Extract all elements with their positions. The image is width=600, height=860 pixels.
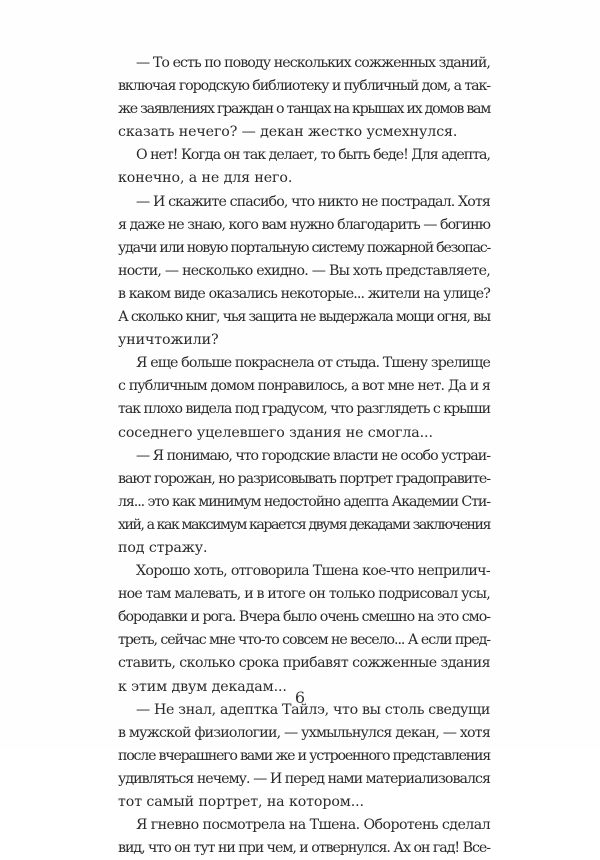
text-line: удивляться нечему. — И перед нами материализовался <box>118 770 490 787</box>
text-line: — То есть по поводу нескольких сожженных зданий, <box>136 55 490 71</box>
text-line: — Я понимаю, что городские власти не особо устраи- <box>136 447 490 464</box>
text-line: ставить, сколько срока прибавят сожженные здания <box>118 655 490 672</box>
text-line: ности, — несколько ехидно. — Вы хоть представляете, <box>118 262 490 279</box>
text-line: сказать нечего? — декан жестко усмехнулся. <box>118 124 458 141</box>
page-number: 6 <box>294 688 306 707</box>
text-line: хий, а как максимум карается двумя декадами заключения <box>118 516 490 533</box>
text-line: уничтожили? <box>118 332 219 349</box>
text-line: — И скажите спасибо, что никто не пострадал. Хотя <box>136 193 490 210</box>
text-line: ное там малевать, и в итоге он только подрисовал усы, <box>118 586 490 603</box>
text-line: в каком виде оказались некоторые... жители на улице? <box>118 285 490 302</box>
text-line: после вчерашнего вами же и устроенного представления <box>118 747 490 764</box>
text-line: вают горожан, но разрисовывать портрет градоправите- <box>118 470 490 487</box>
text-line: в мужской физиологии, — ухмыльнулся декан, — хотя <box>118 724 490 741</box>
text-line: Я гневно посмотрела на Тшена. Оборотень сделал <box>136 817 490 834</box>
text-line: — Не знал, адептка Тайлэ, что вы столь сведущи <box>136 701 490 718</box>
text-line: с публичным домом понравилось, а вот мне нет. Да и я <box>118 378 490 395</box>
text-line: конечно, а не для него. <box>118 170 293 187</box>
text-line: О нет! Когда он так делает, то быть беде! Для адепта, <box>136 147 490 164</box>
text-line: соседнего уцелевшего здания не смогла... <box>118 424 433 441</box>
text-line: вид, что он тут ни при чем, и отвернулся. Ах он гад! Все- <box>118 840 490 857</box>
text-line: удачи или новую портальную систему пожарной безопас- <box>118 239 490 256</box>
text-line: включая городскую библиотеку и публичный дом, а так- <box>118 78 490 95</box>
text-line: я даже не знаю, кого вам нужно благодарить — богиню <box>118 216 490 233</box>
body-text <box>118 52 490 860</box>
text-line: тот самый портрет, на котором... <box>118 794 364 810</box>
text-line: ля... это как минимум недостойно адепта Академии Сти- <box>118 493 490 510</box>
text-line: же заявлениях граждан о танцах на крышах их домов вам <box>118 101 490 118</box>
text-line: под стражу. <box>118 539 208 556</box>
text-line: Хорошо хоть, отговорила Тшена кое-что неприлич- <box>136 563 490 580</box>
text-line: Я еще больше покраснела от стыда. Тшену зрелище <box>136 355 490 372</box>
text-line: А сколько книг, чья защита не выдержала мощи огня, вы <box>118 309 490 326</box>
text-line: треть, сейчас мне что-то совсем не весело... А если пред- <box>118 632 490 649</box>
text-line: к этим двум декадам... <box>118 678 287 695</box>
text-line: бородавки и рога. Вчера было очень смешно на это смо- <box>118 609 490 626</box>
text-line: так плохо видела под градусом, что разглядеть с крыши <box>118 401 490 418</box>
